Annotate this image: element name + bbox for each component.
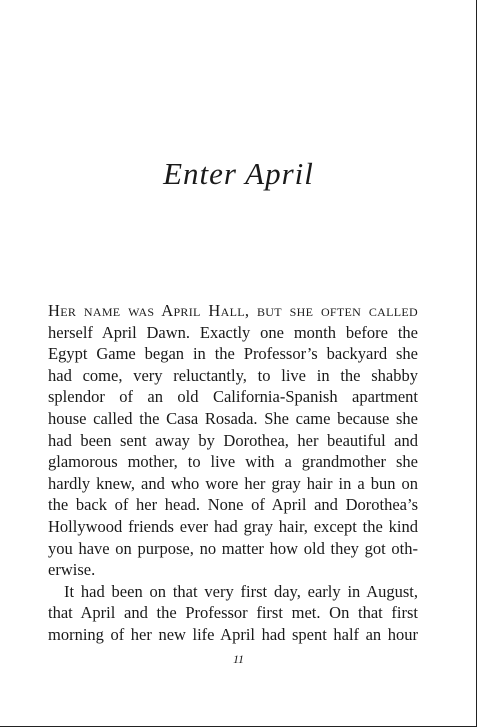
body-text (48, 300, 418, 646)
page-number: 11 (232, 652, 245, 666)
text-line: Egypt Game began in the Professor’s backyard she (48, 344, 418, 364)
text-line: glamorous mother, to live with a grandmother she (48, 452, 418, 472)
text-line: the back of her head. None of April and Dorothea’s (48, 495, 418, 515)
text-line: It had been on that very first day, early in August, (64, 581, 418, 601)
small-caps-opening: Her name was April Hall, but she often called (48, 301, 418, 320)
text-line: had come, very reluctantly, to live in the shabby (48, 365, 418, 385)
text-line: house called the Casa Rosada. She came because she (48, 408, 418, 428)
text-line: that April and the Professor first met. On that first (48, 603, 418, 623)
text-line: Hollywood friends ever had gray hair, except the kind (48, 516, 418, 536)
text-line: erwise. (48, 560, 96, 580)
text-line (48, 300, 418, 322)
text-line: splendor of an old California-Spanish apartment (48, 387, 418, 407)
chapter-title: Enter April (163, 156, 314, 191)
text-line: had been sent away by Dorothea, her beautiful and (48, 430, 418, 450)
text-line: herself April Dawn. Exactly one month before the (48, 322, 418, 342)
text-line: you have on purpose, no matter how old they got oth- (48, 538, 418, 558)
text-line: hardly knew, and who wore her gray hair in a bun on (48, 473, 418, 493)
text-line: morning of her new life April had spent half an hour (48, 624, 418, 644)
